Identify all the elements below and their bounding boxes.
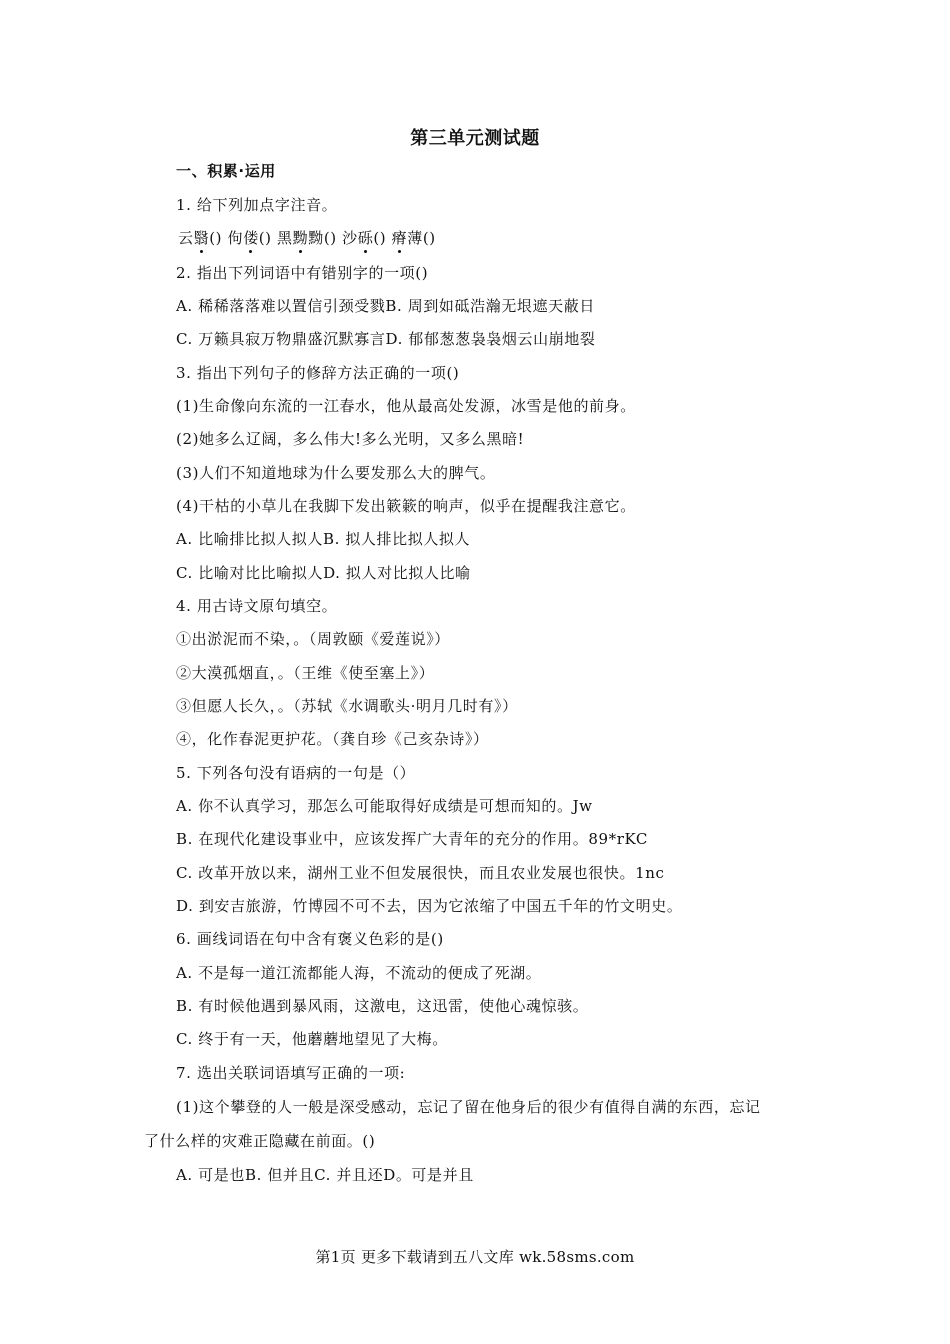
question-1-stem: 1. 给下列加点字注音。 [176, 196, 338, 214]
question-7-sentence-1: (1)这个攀登的人一般是深受感动，忘记了留在他身后的很少有值得自满的东西，忘记 [176, 1098, 761, 1116]
question-1-words [178, 227, 436, 249]
question-6-option-c: C. 终于有一天，他蘑蘑地望见了大梅。 [176, 1030, 448, 1048]
question-6-stem: 6. 画线词语在句中含有褒义色彩的是() [176, 930, 444, 948]
question-3-option-cd: C. 比喻对比比喻拟人D. 拟人对比拟人比喻 [176, 564, 471, 582]
question-2-option-ab: A. 稀稀落落难以置信引颈受戮B. 周到如砥浩瀚无垠遮天蔽日 [176, 297, 595, 315]
question-2-stem: 2. 指出下列词语中有错别字的一项() [176, 264, 429, 282]
question-4-line-4: ④，化作春泥更护花。（龚自珍《己亥杂诗》） [176, 730, 489, 748]
word-item: 佝偻() [227, 229, 272, 247]
word-item: 瘠薄() [391, 229, 436, 247]
question-5-option-d: D. 到安吉旅游，竹博园不可不去，因为它浓缩了中国五千年的竹文明史。 [176, 897, 683, 915]
question-2-option-cd: C. 万籁具寂万物鼎盛沉默寡言D. 郁郁葱葱袅袅烟云山崩地裂 [176, 330, 596, 348]
question-4-line-1: ①出淤泥而不染，。（周敦颐《爱莲说》） [176, 630, 450, 648]
question-6-option-b: B. 有时候他遇到暴风雨，这激电，这迅雷，使他心魂惊骇。 [176, 997, 589, 1015]
page-footer: 第1页 更多下载请到五八文库 wk.58sms.com [315, 1248, 635, 1266]
question-3-sentence-2: (2)她多么辽阔，多么伟大!多么光明，又多么黑暗! [176, 430, 525, 448]
question-3-sentence-4: (4)干枯的小草儿在我脚下发出簌簌的响声，似乎在提醒我注意它。 [176, 497, 636, 515]
question-4-stem: 4. 用古诗文原句填空。 [176, 597, 338, 615]
word-item: 黑黝黝() [277, 229, 337, 247]
question-3-stem: 3. 指出下列句子的修辞方法正确的一项() [176, 364, 460, 382]
question-5-option-b: B. 在现代化建设事业中，应该发挥广大青年的充分的作用。89*rKC [176, 830, 648, 848]
question-5-option-c: C. 改革开放以来，湖州工业不但发展很快，而且农业发展也很快。1nc [176, 864, 665, 882]
question-4-line-2: ②大漠孤烟直，。（王维《使至塞上》） [176, 664, 435, 682]
question-3-option-ab: A. 比喻排比拟人拟人B. 拟人排比拟人拟人 [176, 530, 471, 548]
question-5-option-a: A. 你不认真学习，那怎么可能取得好成绩是可想而知的。Jw [176, 797, 593, 815]
question-7-stem: 7. 选出关联词语填写正确的一项: [176, 1064, 406, 1082]
question-3-sentence-3: (3)人们不知道地球为什么要发那么大的脾气。 [176, 464, 496, 482]
word-item: 云翳() [178, 229, 223, 247]
question-7-options: A. 可是也B. 但并且C. 并且还D。可是并且 [176, 1166, 474, 1184]
page-title: 第三单元测试题 [410, 128, 540, 149]
question-4-line-3: ③但愿人长久，。（苏轼《水调歌头·明月几时有》） [176, 697, 518, 715]
question-6-option-a: A. 不是每一道江流都能人海，不流动的便成了死湖。 [176, 964, 542, 982]
question-3-sentence-1: (1)生命像向东流的一江春水，他从最高处发源，冰雪是他的前身。 [176, 397, 636, 415]
question-5-stem: 5. 下列各句没有语病的一句是（） [176, 764, 416, 782]
question-7-sentence-1-cont: 了什么样的灾难正隐藏在前面。() [144, 1132, 376, 1150]
section-heading: 一、积累·运用 [176, 162, 276, 180]
word-item: 沙砾() [342, 229, 387, 247]
